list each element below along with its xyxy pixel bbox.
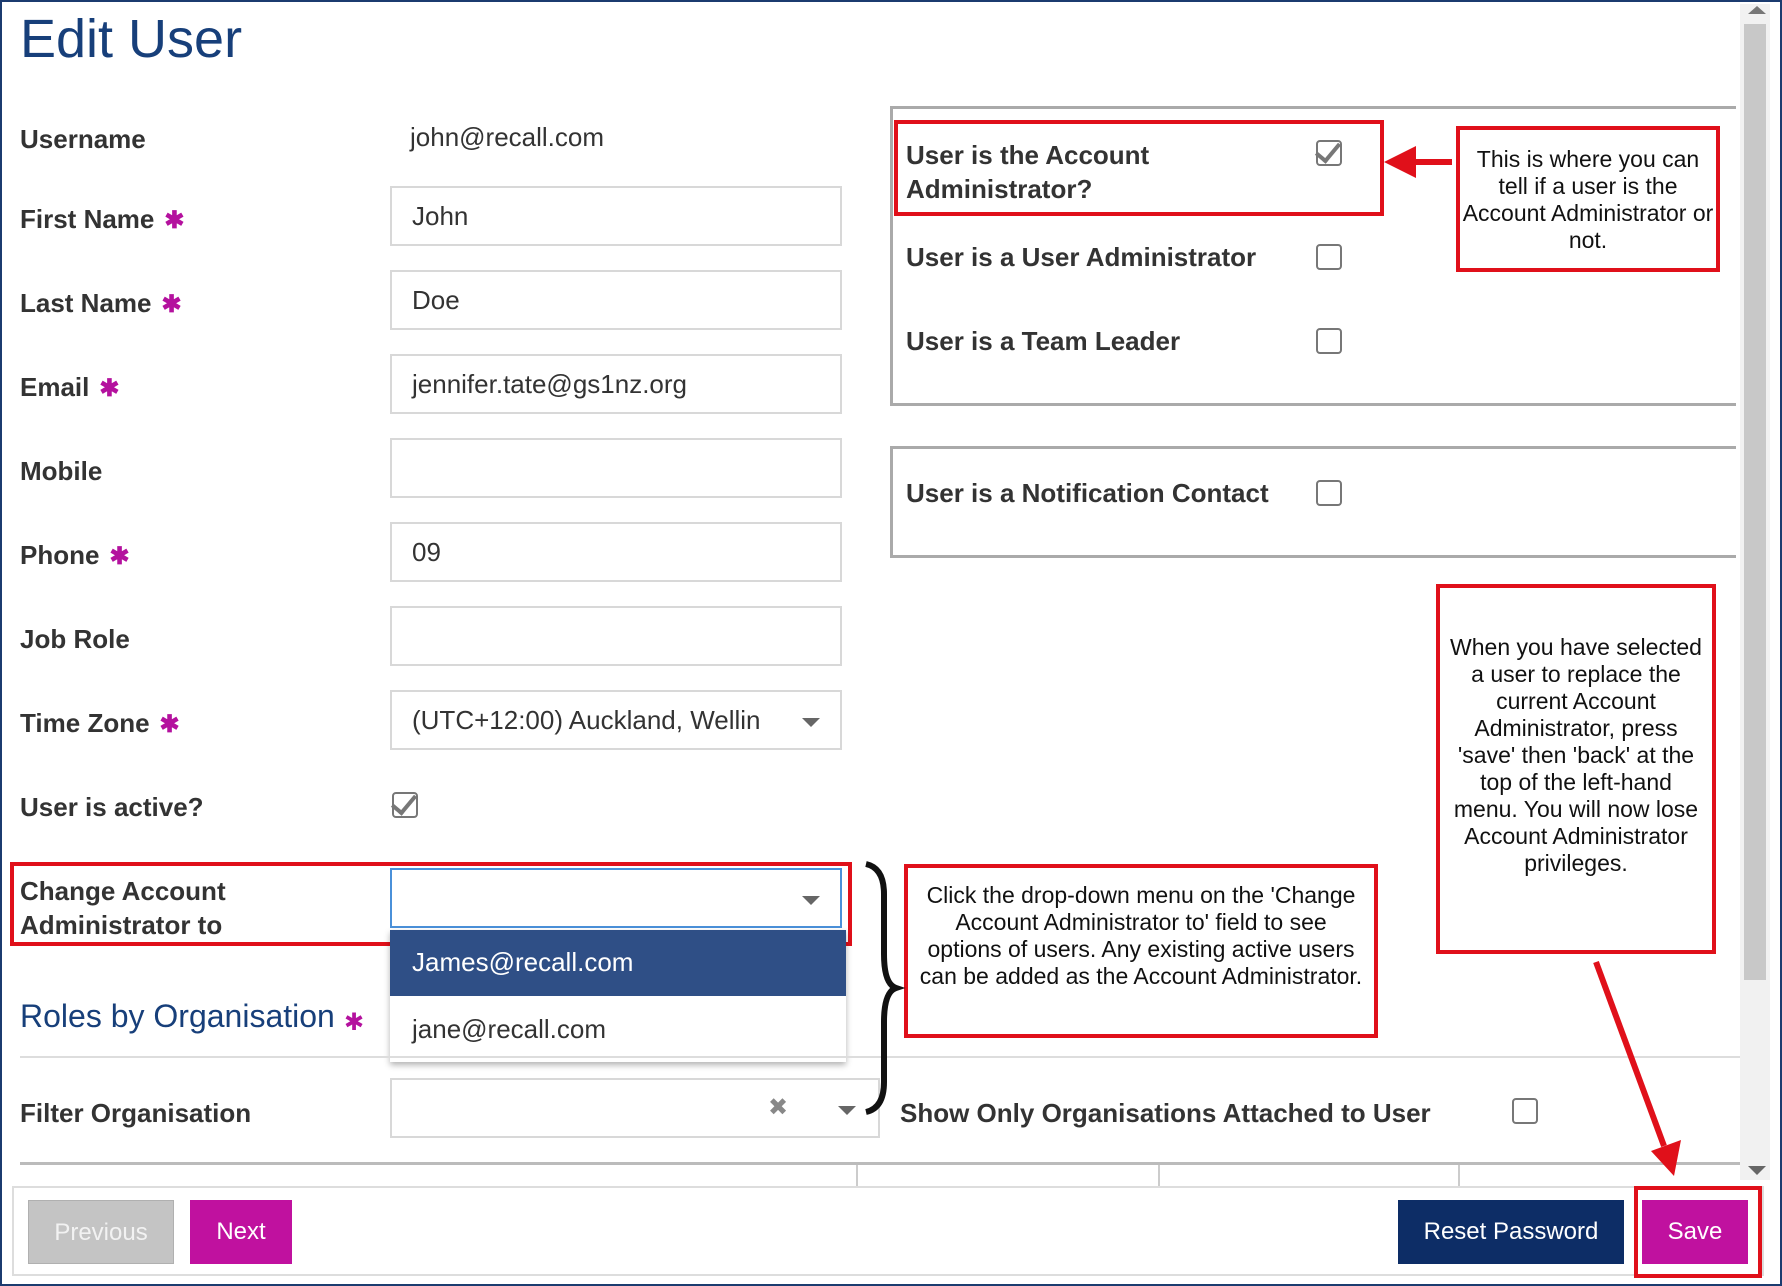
reset-password-button[interactable]: Reset Password [1398,1200,1624,1264]
first-name-label-text: First Name [20,204,155,234]
scrollbar-thumb[interactable] [1744,24,1766,980]
change-admin-label-line2: Administrator to [20,910,223,940]
change-admin-label-line1: Change Account [20,876,226,906]
required-icon: ✱ [159,711,180,738]
user-admin-label: User is a User Administrator [906,242,1257,272]
next-button[interactable]: Next [190,1200,292,1264]
scroll-down-icon[interactable] [1748,1166,1766,1175]
phone-label-text: Phone [20,540,100,570]
job-role-label: Job Role [20,624,130,654]
username-value: john@recall.com [410,122,605,152]
first-name-input[interactable]: John [390,186,842,246]
brace-icon [866,864,896,1112]
arrow-to-save-button [1596,962,1681,1176]
required-icon: ✱ [161,291,182,318]
timezone-value: (UTC+12:00) Auckland, Wellin [412,705,761,735]
account-admin-label-line2: Administrator? [906,174,1093,204]
annotation-dropdown-note: Click the drop-down menu on the 'Change Account Administrator to' field to see options of users. Any existing active users can be added as the Account Administrator. [904,864,1378,1038]
page-title: Edit User [20,9,243,69]
clear-icon[interactable]: ✖ [768,1094,789,1121]
username-label: Username [20,124,146,154]
last-name-label-text: Last Name [20,288,152,318]
team-leader-label: User is a Team Leader [906,326,1181,356]
required-icon: ✱ [344,1009,365,1036]
last-name-input[interactable]: Doe [390,270,842,330]
mobile-label: Mobile [20,456,103,486]
email-input[interactable]: jennifer.tate@gs1nz.org [390,354,842,414]
arrow-to-admin-checkbox [1384,146,1452,178]
scroll-up-icon[interactable] [1748,6,1766,14]
dropdown-option[interactable]: James@recall.com [390,930,846,996]
previous-button[interactable]: Previous [28,1200,174,1264]
active-label: User is active? [20,792,204,822]
highlight-save-button [1634,1186,1762,1278]
required-icon: ✱ [109,543,130,570]
required-icon: ✱ [164,207,185,234]
scrollbar[interactable] [1740,4,1770,1180]
annotation-admin-note: This is where you can tell if a user is the Account Administrator or not. [1456,126,1720,272]
show-only-label: Show Only Organisations Attached to User [900,1098,1431,1128]
account-admin-label-line1: User is the Account [906,140,1150,170]
roles-heading-text: Roles by Organisation [20,998,335,1034]
required-icon: ✱ [99,375,120,402]
email-label-text: Email [20,372,90,402]
notification-label: User is a Notification Contact [906,478,1269,508]
save-button[interactable]: Save [1642,1200,1748,1264]
dropdown-option[interactable]: jane@recall.com [412,1014,607,1044]
timezone-label-text: Time Zone [20,708,150,738]
annotation-save-note: When you have selected a user to replace the current Account Administrator, press 'save' then 'back' at the top of the left-hand menu. You will now lose Account Administrator privileges. [1436,584,1716,954]
filter-organisation-label: Filter Organisation [20,1098,252,1128]
phone-input[interactable]: 09 [390,522,842,582]
